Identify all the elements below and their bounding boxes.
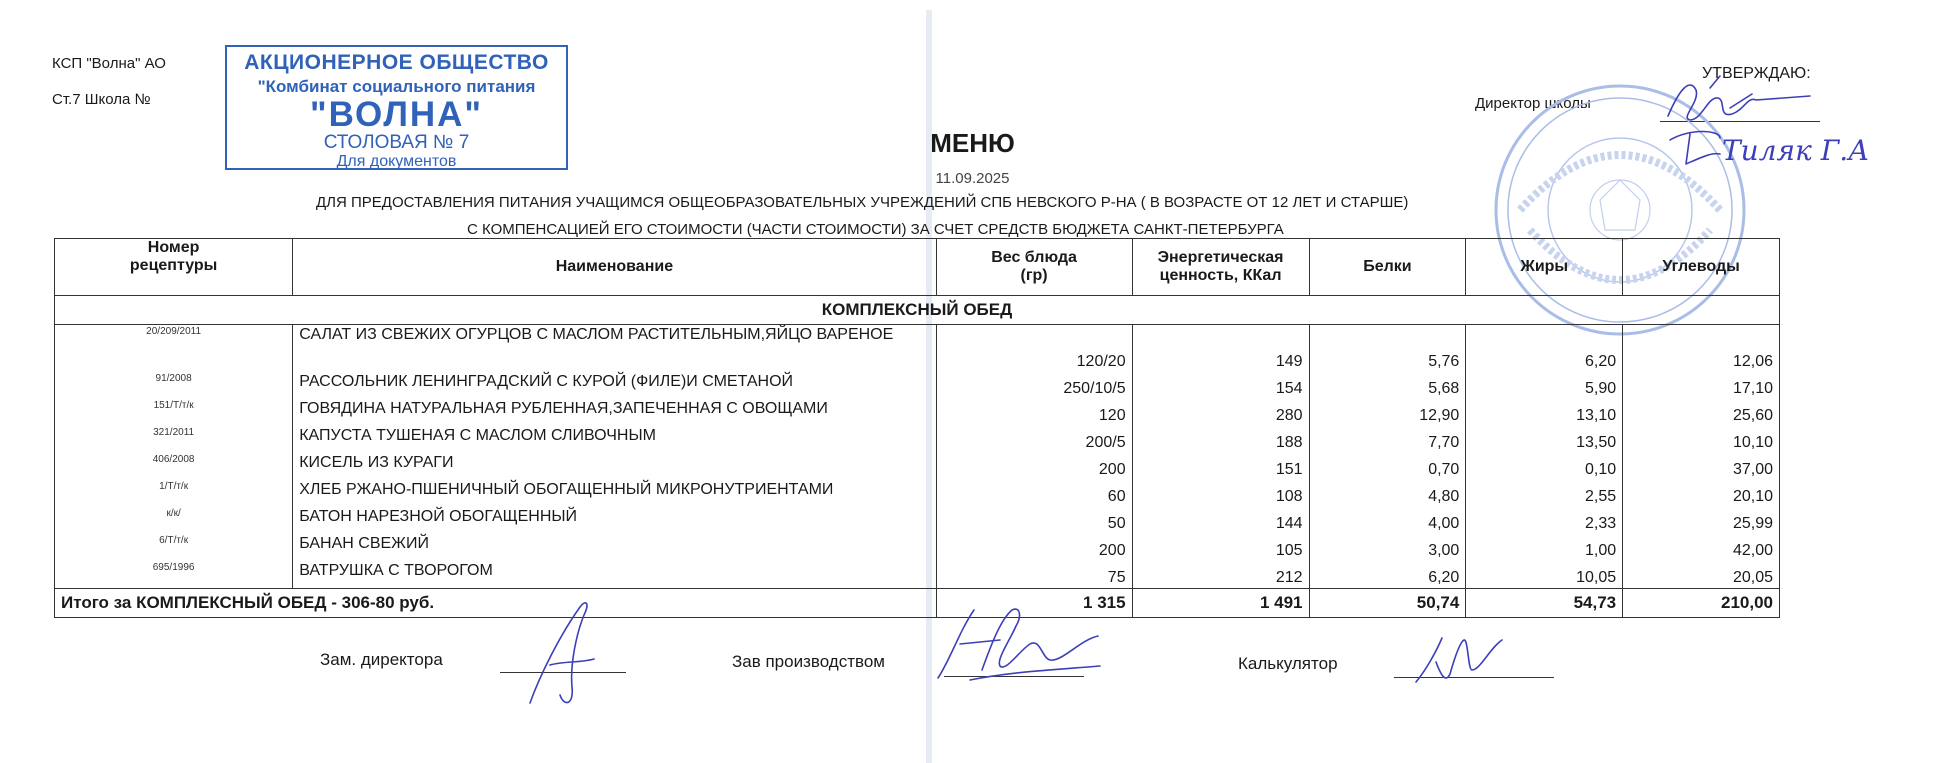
table-row xyxy=(55,426,1780,453)
table-row xyxy=(55,561,1780,589)
dish-name: ГОВЯДИНА НАТУРАЛЬНАЯ РУБЛЕННАЯ,ЗАПЕЧЕННАЯ С ОВОЩАМИ xyxy=(293,399,936,426)
table-row xyxy=(55,534,1780,561)
dish-energy: 105 xyxy=(1132,534,1309,561)
calculator-signature xyxy=(1410,630,1510,690)
dish-protein: 5,76 xyxy=(1309,325,1466,373)
dish-carbs: 20,05 xyxy=(1623,561,1780,589)
deputy-director-label: Зам. директора xyxy=(320,650,443,669)
total-fat: 54,73 xyxy=(1466,589,1623,618)
total-row xyxy=(55,589,1780,618)
total-protein: 50,74 xyxy=(1309,589,1466,618)
section-title: КОМПЛЕКСНЫЙ ОБЕД xyxy=(55,296,1780,325)
dish-fat: 2,55 xyxy=(1466,480,1623,507)
table-row xyxy=(55,507,1780,534)
header-recipe-line1: Номер xyxy=(147,239,200,256)
dish-carbs: 25,60 xyxy=(1623,399,1780,426)
dish-name: ВАТРУШКА С ТВОРОГОМ xyxy=(293,561,936,589)
dish-energy: 188 xyxy=(1132,426,1309,453)
dish-energy: 154 xyxy=(1132,372,1309,399)
director-label: Директор школы xyxy=(1475,95,1591,112)
dish-carbs: 12,06 xyxy=(1623,325,1780,373)
dish-name: ХЛЕБ РЖАНО-ПШЕНИЧНЫЙ ОБОГАЩЕННЫЙ МИКРОНУТРИЕНТАМИ xyxy=(293,480,936,507)
dish-weight: 50 xyxy=(936,507,1132,534)
stamp-line-3: "ВОЛНА" xyxy=(309,95,484,134)
dish-weight: 75 xyxy=(936,561,1132,589)
stamp-line-2: "Комбинат социального питания xyxy=(257,77,536,96)
dish-fat: 2,33 xyxy=(1466,507,1623,534)
dish-carbs: 37,00 xyxy=(1623,453,1780,480)
stamp-line-5: Для документов xyxy=(336,153,457,170)
dish-energy: 108 xyxy=(1132,480,1309,507)
dish-carbs: 25,99 xyxy=(1623,507,1780,534)
header-weight-line1: Вес блюда xyxy=(991,249,1077,266)
dish-fat: 13,10 xyxy=(1466,399,1623,426)
header-carbs: Углеводы xyxy=(1623,239,1780,296)
stamp-line-4: СТОЛОВАЯ № 7 xyxy=(323,132,470,153)
section-row xyxy=(55,296,1780,325)
dish-energy: 280 xyxy=(1132,399,1309,426)
dish-protein: 5,68 xyxy=(1309,372,1466,399)
dish-name: БАНАН СВЕЖИЙ xyxy=(293,534,936,561)
dish-carbs: 10,10 xyxy=(1623,426,1780,453)
dish-weight: 120/20 xyxy=(936,325,1132,373)
calculator-label: Калькулятор xyxy=(1238,654,1338,673)
dish-protein: 3,00 xyxy=(1309,534,1466,561)
school-label: Ст.7 Школа № xyxy=(52,91,151,108)
page-title: МЕНЮ xyxy=(930,128,1015,158)
recipe-code: 695/1996 xyxy=(55,561,293,589)
production-manager-label: Зав производством xyxy=(732,652,885,671)
dish-protein: 6,20 xyxy=(1309,561,1466,589)
dish-fat: 0,10 xyxy=(1466,453,1623,480)
dish-carbs: 20,10 xyxy=(1623,480,1780,507)
table-header-row xyxy=(55,239,1780,296)
header-weight-line2: (гр) xyxy=(1020,267,1048,284)
dish-weight: 60 xyxy=(936,480,1132,507)
dish-carbs: 17,10 xyxy=(1623,372,1780,399)
total-carbs: 210,00 xyxy=(1623,589,1780,618)
recipe-code: 6/Т/т/к xyxy=(55,534,293,561)
director-name-handwritten: Тиляк Г.А xyxy=(1722,134,1870,167)
menu-date: 11.09.2025 xyxy=(935,170,1010,187)
header-recipe-number xyxy=(55,239,293,296)
dish-name: БАТОН НАРЕЗНОЙ ОБОГАЩЕННЫЙ xyxy=(293,507,936,534)
recipe-code: 1/Т/т/к xyxy=(55,480,293,507)
dish-energy: 212 xyxy=(1132,561,1309,589)
subtitle-line-1: ДЛЯ ПРЕДОСТАВЛЕНИЯ ПИТАНИЯ УЧАЩИМСЯ ОБЩЕОБРАЗОВАТЕЛЬНЫХ УЧРЕЖДЕНИЙ СПБ НЕВСКОГО Р-НА ( В ВОЗРАСТЕ ОТ 12 ЛЕТ И СТАРШЕ) xyxy=(316,194,1409,211)
dish-protein: 4,00 xyxy=(1309,507,1466,534)
deputy-signature xyxy=(520,595,610,715)
table-row xyxy=(55,399,1780,426)
dish-energy: 149 xyxy=(1132,325,1309,373)
dish-weight: 200 xyxy=(936,534,1132,561)
recipe-code: 151/Т/т/к xyxy=(55,399,293,426)
recipe-code: 406/2008 xyxy=(55,453,293,480)
subtitle-line-2: С КОМПЕНСАЦИЕЙ ЕГО СТОИМОСТИ (ЧАСТИ СТОИМОСТИ) ЗА СЧЕТ СРЕДСТВ БЮДЖЕТА САНКТ-ПЕТЕРБУРГА xyxy=(467,221,1284,238)
production-signature xyxy=(930,600,1110,690)
header-fat: Жиры xyxy=(1466,239,1623,296)
recipe-code: 20/209/2011 xyxy=(55,325,293,373)
dish-protein: 12,90 xyxy=(1309,399,1466,426)
dish-fat: 6,20 xyxy=(1466,325,1623,373)
dish-weight: 120 xyxy=(936,399,1132,426)
dish-weight: 200/5 xyxy=(936,426,1132,453)
org-name: КСП "Волна" АО xyxy=(52,55,166,72)
dish-name: РАССОЛЬНИК ЛЕНИНГРАДСКИЙ С КУРОЙ (ФИЛЕ)И СМЕТАНОЙ xyxy=(293,372,936,399)
header-weight xyxy=(936,239,1132,296)
header-energy-line1: Энергетическая xyxy=(1157,249,1284,266)
recipe-code: 91/2008 xyxy=(55,372,293,399)
total-weight: 1 315 xyxy=(936,589,1132,618)
dish-name: САЛАТ ИЗ СВЕЖИХ ОГУРЦОВ С МАСЛОМ РАСТИТЕЛЬНЫМ,ЯЙЦО ВАРЕНОЕ xyxy=(293,325,936,373)
table-row xyxy=(55,453,1780,480)
header-recipe-line2: рецептуры xyxy=(129,257,218,274)
menu-table xyxy=(54,238,1780,618)
dish-carbs: 42,00 xyxy=(1623,534,1780,561)
dish-protein: 0,70 xyxy=(1309,453,1466,480)
dish-weight: 200 xyxy=(936,453,1132,480)
table-row xyxy=(55,325,1780,373)
dish-energy: 151 xyxy=(1132,453,1309,480)
dish-fat: 1,00 xyxy=(1466,534,1623,561)
stamp-line-1: АКЦИОНЕРНОЕ ОБЩЕСТВО xyxy=(244,51,549,74)
approve-label: УТВЕРЖДАЮ: xyxy=(1702,65,1811,82)
header-energy xyxy=(1132,239,1309,296)
dish-weight: 250/10/5 xyxy=(936,372,1132,399)
dish-fat: 5,90 xyxy=(1466,372,1623,399)
dish-fat: 13,50 xyxy=(1466,426,1623,453)
dish-protein: 7,70 xyxy=(1309,426,1466,453)
header-name: Наименование xyxy=(293,239,936,296)
dish-name: КАПУСТА ТУШЕНАЯ С МАСЛОМ СЛИВОЧНЫМ xyxy=(293,426,936,453)
header-energy-line2: ценность, ККал xyxy=(1159,267,1282,284)
total-energy: 1 491 xyxy=(1132,589,1309,618)
dish-protein: 4,80 xyxy=(1309,480,1466,507)
dish-name: КИСЕЛЬ ИЗ КУРАГИ xyxy=(293,453,936,480)
dish-fat: 10,05 xyxy=(1466,561,1623,589)
recipe-code: 321/2011 xyxy=(55,426,293,453)
recipe-code: к/к/ xyxy=(55,507,293,534)
table-row xyxy=(55,372,1780,399)
header-protein: Белки xyxy=(1309,239,1466,296)
total-label: Итого за КОМПЛЕКСНЫЙ ОБЕД - 306-80 руб. xyxy=(55,589,937,618)
table-row xyxy=(55,480,1780,507)
dish-energy: 144 xyxy=(1132,507,1309,534)
